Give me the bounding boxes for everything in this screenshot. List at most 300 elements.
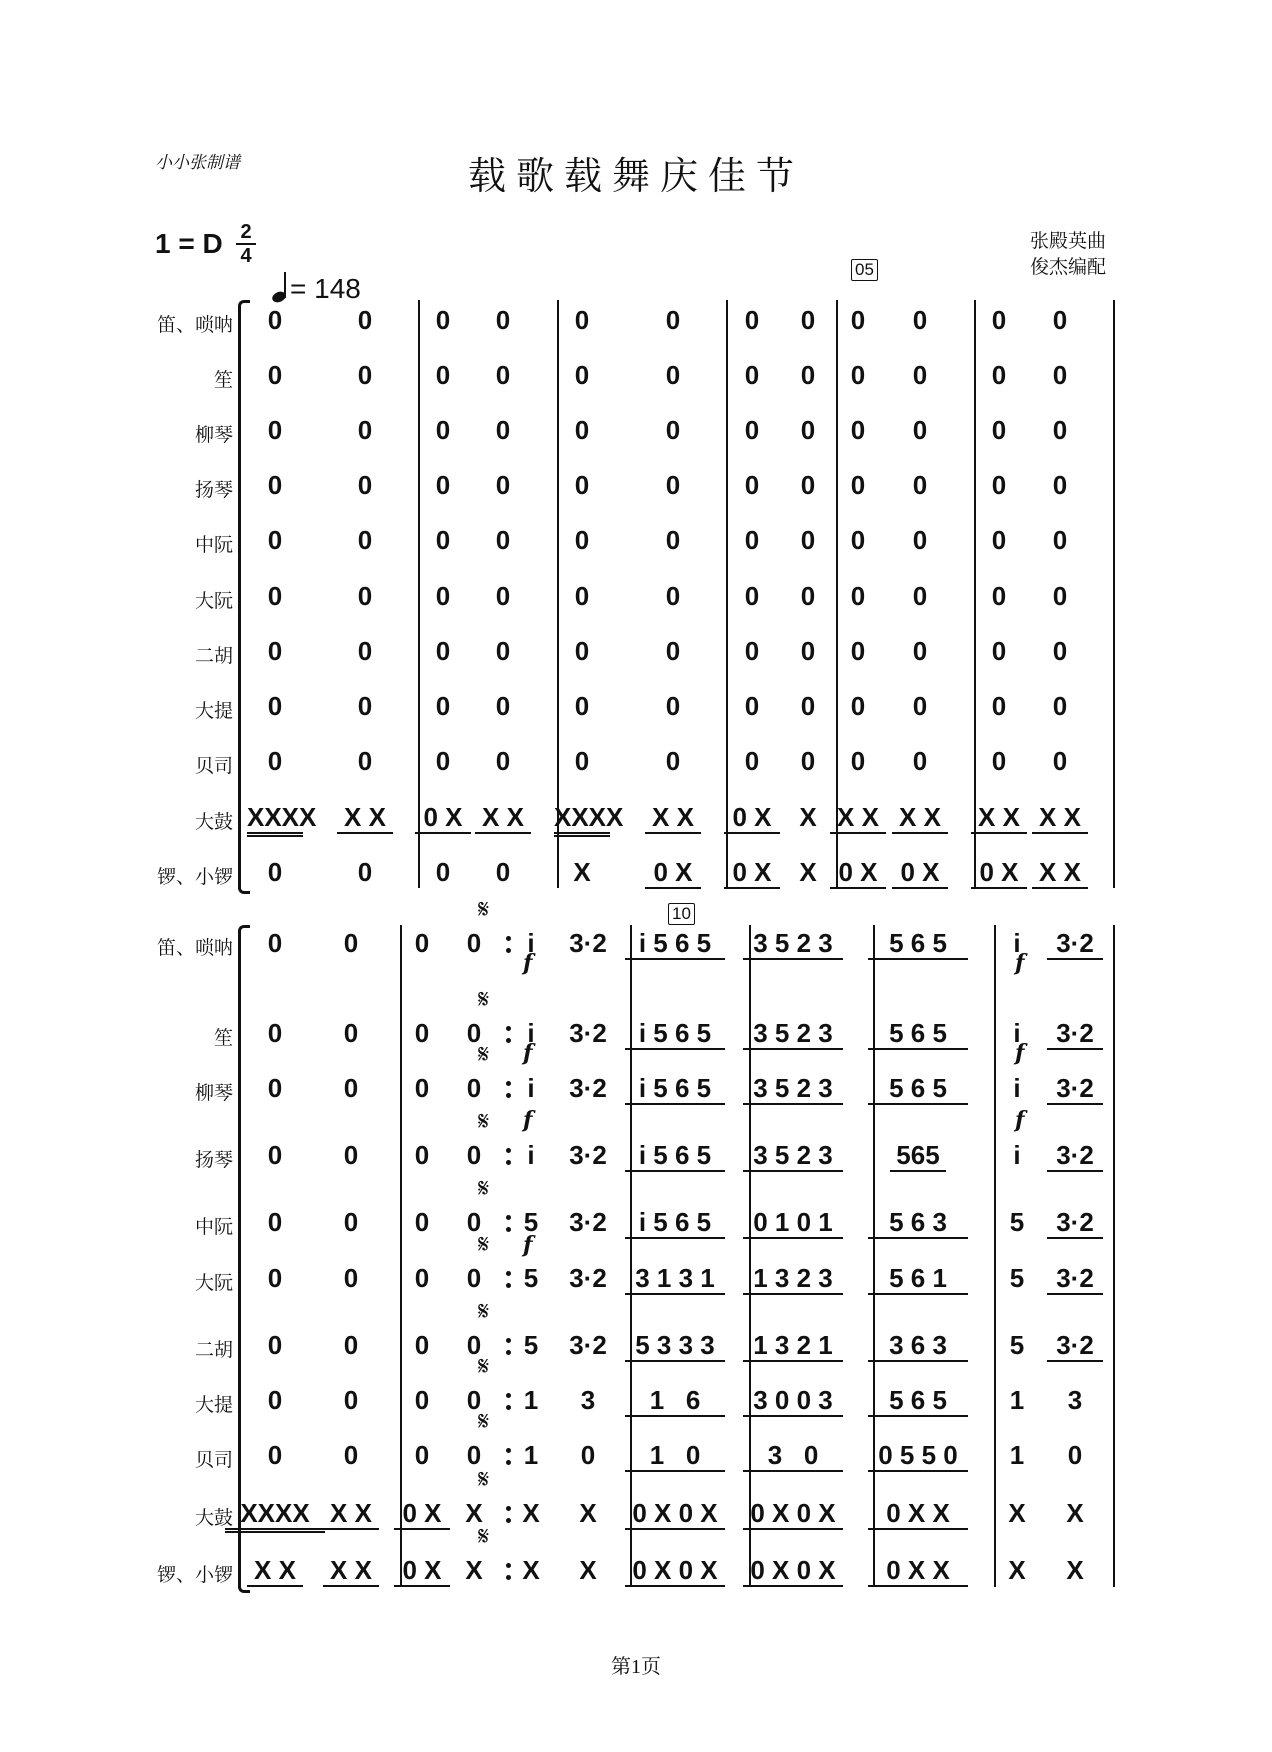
note-cell: X [1066,1498,1084,1528]
note-cell: 0 [267,1263,283,1293]
note-cell: 0 [495,470,511,500]
dynamic-forte: f [1015,1040,1025,1066]
system2-barline [1113,925,1115,1587]
note-cell: 0 X [645,857,701,889]
note-cell: 3·2 [1047,928,1103,960]
note-cell: 0 X 0 X [625,1555,725,1587]
note-cell: 0 [414,1440,430,1470]
note-cell: 0 [991,305,1007,335]
note-cell: 0 [435,470,451,500]
note-cell: 3 0 [743,1440,843,1472]
note-cell: 0 [574,470,590,500]
note-cell: X [465,1498,483,1528]
note-cell: 0 X 0 X [743,1498,843,1530]
note-cell: 0 [665,581,681,611]
note-cell: i [527,1018,535,1048]
note-cell: 0 [357,415,373,445]
note-cell: 1 6 [625,1385,725,1417]
score-title: 载歌载舞庆佳节 [467,154,804,198]
note-cell: 0 [665,746,681,776]
note-cell: 0 X [394,1498,450,1530]
note-cell: 0 [435,360,451,390]
dynamic-forte: f [1015,950,1025,976]
note-cell: 0 [912,746,928,776]
note-cell: X X [323,1555,379,1587]
note-cell: 3·2 [569,928,607,958]
note-cell: 0 [850,525,866,555]
note-cell: 0 [466,1140,482,1170]
note-cell: 0 [744,470,760,500]
note-cell: 0 [267,746,283,776]
note-cell: 0 [357,470,373,500]
note-cell: 0 [912,691,928,721]
note-cell: 0 [744,636,760,666]
note-cell: 0 [267,1140,283,1170]
note-cell: 0 [495,636,511,666]
note-cell: 0 [267,1207,283,1237]
note-cell: X [579,1555,597,1585]
note-cell: 0 [267,305,283,335]
note-cell: i [1013,928,1021,958]
note-cell: 0 [665,691,681,721]
note-cell: 0 [744,581,760,611]
note-cell: 0 [495,581,511,611]
instrument-label-s2-8: 贝司 [194,1449,233,1471]
note-cell: 0 [574,691,590,721]
note-cell: 0 [435,691,451,721]
note-cell: 0 [574,746,590,776]
note-cell: 0 [267,691,283,721]
note-cell: 0 [991,525,1007,555]
note-cell: 0 [1052,581,1068,611]
note-cell: 0 [466,1330,482,1360]
note-cell: 0 [357,305,373,335]
note-cell: 0 [435,857,451,887]
note-cell: 0 [665,470,681,500]
note-cell: 0 [850,305,866,335]
arranger-credit: 俊杰编配 [1030,256,1107,278]
quarter-note-icon [272,272,290,302]
segno-icon: 𝄋 [478,1174,490,1204]
note-cell: 5 6 1 [868,1263,968,1295]
segno-icon: 𝄋 [478,1407,490,1437]
note-cell: X X [323,1498,379,1530]
note-cell: 0 [665,636,681,666]
note-cell: 0 5 5 0 [868,1440,968,1472]
note-cell: 0 [800,581,816,611]
note-cell: 3·2 [569,1018,607,1048]
note-cell: 3·2 [569,1263,607,1293]
note-cell: 3 [580,1385,596,1415]
note-cell: X [1008,1498,1026,1528]
instrument-label-s1-9: 大鼓 [194,811,233,833]
note-cell: 0 [267,1330,283,1360]
note-cell: 0 [991,415,1007,445]
note-cell: 0 [466,1263,482,1293]
note-cell: 0 [580,1440,596,1470]
segno-icon: 𝄋 [478,1230,490,1260]
note-cell: 0 [912,305,928,335]
note-cell: 3 5 2 3 [743,1073,843,1105]
note-cell: 0 [267,1440,283,1470]
instrument-label-s2-2: 柳琴 [194,1082,233,1104]
note-cell: 0 [357,360,373,390]
note-cell: X [799,857,817,887]
note-cell: 0 [357,525,373,555]
note-cell: 0 [414,1018,430,1048]
instrument-label-s2-3: 扬琴 [194,1149,233,1171]
note-cell: i 5 6 5 [625,928,725,960]
segno-icon: 𝄋 [478,985,490,1015]
note-cell: 0 [800,525,816,555]
instrument-label-s2-7: 大提 [194,1394,233,1416]
note-cell: 0 [574,525,590,555]
note-cell: 0 [800,305,816,335]
note-cell: 0 [912,525,928,555]
note-cell: 0 [267,415,283,445]
note-cell: 0 [991,360,1007,390]
note-cell: 0 [991,636,1007,666]
note-cell: 3 1 3 1 [625,1263,725,1295]
note-cell: 0 X [971,857,1027,889]
note-cell: 0 [414,1140,430,1170]
note-cell: 0 [495,691,511,721]
note-cell: 0 X [830,857,886,889]
note-cell: 5 6 5 [868,1073,968,1105]
note-cell: 0 [665,525,681,555]
note-cell: 0 X 0 X [743,1555,843,1587]
note-cell: X [1066,1555,1084,1585]
dynamic-forte: f [1015,1107,1025,1133]
note-cell: 0 [267,470,283,500]
note-cell: 1 [523,1385,539,1415]
tempo-marking [272,272,361,305]
note-cell: XXXX [554,802,610,837]
instrument-label-s1-1: 笙 [213,369,233,391]
note-cell: 3·2 [569,1140,607,1170]
note-cell: 0 X [724,802,780,834]
note-cell: 0 [800,691,816,721]
note-cell: i [527,1073,535,1103]
note-cell: 0 [495,360,511,390]
note-cell: X [1008,1555,1026,1585]
note-cell: 0 [665,360,681,390]
note-cell: 0 X X [868,1555,968,1587]
note-cell: i [1013,1018,1021,1048]
transcriber-credit: 小小张制谱 [155,153,240,172]
note-cell: 3·2 [1047,1018,1103,1050]
note-cell: 1 [1009,1385,1025,1415]
instrument-label-s2-5: 大阮 [194,1272,233,1294]
note-cell: 0 [1052,691,1068,721]
note-cell: 3 6 3 [868,1330,968,1362]
note-cell: 1 3 2 3 [743,1263,843,1295]
note-cell: X [799,802,817,832]
segno-icon: 𝄋 [478,1352,490,1382]
note-cell: 0 [466,1385,482,1415]
note-cell: 0 [1052,415,1068,445]
note-cell: 0 [850,470,866,500]
note-cell: i 5 6 5 [625,1073,725,1105]
note-cell: 0 [574,305,590,335]
note-cell: 0 [850,746,866,776]
composer-credit: 张殿英曲 [1030,230,1107,252]
note-cell: 0 [912,360,928,390]
note-cell: 0 [414,1263,430,1293]
note-cell: i [1013,1140,1021,1170]
note-cell: 0 [357,636,373,666]
note-cell: 3·2 [1047,1330,1103,1362]
instrument-label-s1-0: 笛、唢呐 [156,314,233,336]
note-cell: 0 X [892,857,948,889]
instrument-label-s1-8: 贝司 [194,755,233,777]
note-cell: i 5 6 5 [625,1018,725,1050]
note-cell: 3·2 [569,1330,607,1360]
note-cell: 0 [744,691,760,721]
note-cell: 0 [1052,360,1068,390]
dynamic-forte: f [523,1232,533,1258]
segno-icon: 𝄋 [478,1040,490,1070]
note-cell: 0 [357,746,373,776]
note-cell: 0 [991,581,1007,611]
note-cell: X X [1032,802,1088,834]
time-signature-top: 2 [240,221,252,243]
note-cell: 1 3 2 1 [743,1330,843,1362]
note-cell: 1 [523,1440,539,1470]
dynamic-forte: f [523,1107,533,1133]
note-cell: 0 [267,360,283,390]
instrument-label-s1-7: 大提 [194,700,233,722]
note-cell: 3 0 0 3 [743,1385,843,1417]
note-cell: 0 [912,636,928,666]
note-cell: 0 [744,305,760,335]
note-cell: 0 [435,746,451,776]
note-cell: 0 [435,525,451,555]
note-cell: 0 [495,525,511,555]
note-cell: 5 6 5 [868,1385,968,1417]
note-cell: i [1013,1073,1021,1103]
note-cell: 0 X [394,1555,450,1587]
note-cell: 0 [1052,636,1068,666]
note-cell: 0 [574,636,590,666]
note-cell: 5 [523,1330,539,1360]
note-cell: X X [247,1555,303,1587]
note-cell: 0 [1052,305,1068,335]
note-cell: X X [337,802,393,834]
note-cell: i [527,928,535,958]
note-cell: 0 [991,691,1007,721]
note-cell: 0 X X [868,1498,968,1530]
note-cell: 0 [495,857,511,887]
note-cell: 3 5 2 3 [743,928,843,960]
instrument-label-s2-4: 中阮 [194,1216,233,1238]
note-cell: 0 [1052,746,1068,776]
note-cell: 0 [343,1018,359,1048]
segno-icon: 𝄋 [478,1522,490,1552]
instrument-label-s1-2: 柳琴 [194,424,233,446]
note-cell: 0 [414,1207,430,1237]
note-cell: 0 [267,525,283,555]
note-cell: 3·2 [1047,1073,1103,1105]
note-cell: 0 X [724,857,780,889]
note-cell: 565 [890,1140,946,1172]
note-cell: 0 [574,415,590,445]
note-cell: 0 [466,1207,482,1237]
note-cell: X X [475,802,531,834]
dynamic-forte: f [523,950,533,976]
note-cell: X [579,1498,597,1528]
note-cell: 3 5 2 3 [743,1018,843,1050]
note-cell: 0 [850,415,866,445]
note-cell: 0 [850,581,866,611]
note-cell: 0 [991,470,1007,500]
note-cell: 0 [267,636,283,666]
note-cell: 0 [850,636,866,666]
note-cell: 0 [574,360,590,390]
instrument-label-s2-9: 大鼓 [194,1507,233,1529]
rehearsal-mark-05: 05 [851,259,878,281]
note-cell: X X [971,802,1027,834]
instrument-label-s2-6: 二胡 [194,1339,233,1361]
note-cell: 0 [466,1018,482,1048]
note-cell: 5 [523,1207,539,1237]
note-cell: 0 [435,415,451,445]
note-cell: X X [830,802,886,834]
note-cell: 0 [267,857,283,887]
note-cell: 0 [800,415,816,445]
note-cell: 0 [1067,1440,1083,1470]
note-cell: X [465,1555,483,1585]
note-cell: 0 [744,746,760,776]
note-cell: 3·2 [1047,1263,1103,1295]
dynamic-forte: f [523,1040,533,1066]
note-cell: 0 [665,305,681,335]
note-cell: 0 [495,415,511,445]
note-cell: 0 [466,928,482,958]
note-cell: 5 [1009,1330,1025,1360]
note-cell: 0 [800,746,816,776]
note-cell: 0 [343,928,359,958]
note-cell: 3 [1067,1385,1083,1415]
time-signature [236,222,256,266]
instrument-label-s1-5: 大阮 [194,590,233,612]
note-cell: 0 [744,525,760,555]
note-cell: 5 [1009,1263,1025,1293]
segno-icon: 𝄋 [478,1107,490,1137]
segno-icon: 𝄋 [478,895,490,925]
note-cell: 0 [357,857,373,887]
note-cell: 0 [744,360,760,390]
note-cell: 5 6 5 [868,928,968,960]
note-cell: 0 [1052,470,1068,500]
note-cell: 0 [343,1263,359,1293]
note-cell: 0 [267,928,283,958]
note-cell: 0 [574,581,590,611]
note-cell: 0 [267,581,283,611]
note-cell: 0 [495,746,511,776]
note-cell: 5 3 3 3 [625,1330,725,1362]
note-cell: 0 [343,1140,359,1170]
instrument-label-s2-1: 笙 [213,1027,233,1049]
note-cell: X [522,1555,540,1585]
note-cell: 0 [343,1440,359,1470]
instrument-label-s1-3: 扬琴 [194,479,233,501]
note-cell: 3 5 2 3 [743,1140,843,1172]
instrument-label-s1-6: 二胡 [194,645,233,667]
note-cell: 0 [800,470,816,500]
note-cell: 0 [665,415,681,445]
note-cell: i [527,1140,535,1170]
note-cell: 0 X [415,802,471,834]
note-cell: 0 [414,1385,430,1415]
note-cell: 0 [267,1018,283,1048]
instrument-label-s1-10: 锣、小锣 [156,866,233,888]
note-cell: 5 [1009,1207,1025,1237]
note-cell: 0 [991,746,1007,776]
note-cell: 3·2 [1047,1207,1103,1239]
note-cell: 0 [414,1073,430,1103]
note-cell: 3·2 [569,1073,607,1103]
note-cell: 3·2 [1047,1140,1103,1172]
note-cell: X [522,1498,540,1528]
note-cell: i 5 6 5 [625,1140,725,1172]
note-cell: 5 [523,1263,539,1293]
note-cell: X X [1032,857,1088,889]
note-cell: 0 [850,360,866,390]
note-cell: 0 [414,1330,430,1360]
note-cell: 0 [912,581,928,611]
segno-icon: 𝄋 [478,1465,490,1495]
system1-barline [1113,300,1115,888]
time-signature-bottom: 4 [240,245,252,267]
instrument-label-s1-4: 中阮 [194,534,233,556]
page-number: 第1页 [611,1656,661,1678]
note-cell: 0 [466,1440,482,1470]
note-cell: 5 6 3 [868,1207,968,1239]
note-cell: 0 [357,691,373,721]
note-cell: 0 [744,415,760,445]
note-cell: 0 [435,581,451,611]
note-cell: 1 0 [625,1440,725,1472]
note-cell: 0 [435,305,451,335]
note-cell: 0 [267,1385,283,1415]
note-cell: 0 [800,636,816,666]
note-cell: 5 6 5 [868,1018,968,1050]
note-cell: 0 [466,1073,482,1103]
tempo-value: = 148 [290,273,361,304]
note-cell: 0 X 0 X [625,1498,725,1530]
note-cell: 0 [343,1330,359,1360]
note-cell: 0 [912,415,928,445]
note-cell: 0 [850,691,866,721]
note-cell: 1 [1009,1440,1025,1470]
note-cell: 0 1 0 1 [743,1207,843,1239]
segno-icon: 𝄋 [478,1297,490,1327]
note-cell: 0 [357,581,373,611]
note-cell: 0 [343,1385,359,1415]
instrument-label-s2-0: 笛、唢呐 [156,937,233,959]
note-cell: 0 [495,305,511,335]
note-cell: XXXX [247,802,303,837]
note-cell: 0 [267,1073,283,1103]
note-cell: XXXX [225,1498,325,1533]
note-cell: 0 [1052,525,1068,555]
note-cell: X X [645,802,701,834]
rehearsal-mark-10: 10 [668,903,695,925]
note-cell: 0 [912,470,928,500]
note-cell: X [573,857,591,887]
note-cell: 0 [414,928,430,958]
